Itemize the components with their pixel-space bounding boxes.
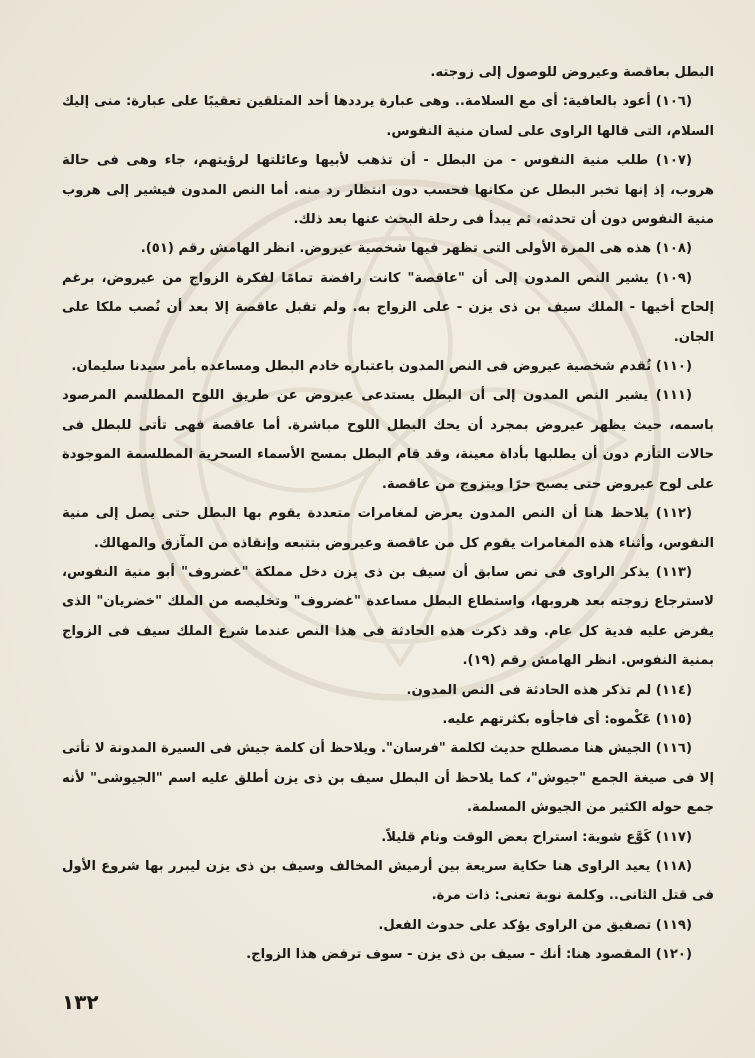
footnote-112: (١١٢) يلاحظ هنا أن النص المدون يعرض لمغامرات متعددة يقوم بها البطل حتى يصل إلى منية النفوس، وأثناء هذه المغامرات يقوم كل من عاقصة وعيروض بتتبعه وإنقاذه من المآزق والمهالك. [62, 506, 714, 551]
footnote-120: (١٢٠) المقصود هنا: أنك - سيف بن ذى يزن - سوف ترفض هذا الزواج. [246, 947, 692, 963]
footnote-110: (١١٠) تُقدم شخصية عيروض فى النص المدون باعتباره خادم البطل ومساعده بأمر سيدنا سليمان. [71, 359, 692, 375]
footnote-108: (١٠٨) هذه هى المرة الأولى التى تظهر فيها شخصية عيروض. انظر الهامش رقم (٥١). [140, 241, 692, 257]
footnote-115: (١١٥) عَكْموه: أى فاجأوه بكثرتهم عليه. [442, 711, 692, 727]
footnote-106: (١٠٦) أعود بالعافية: أى مع السلامة.. وهى عبارة يرددها أحد المتلقين تعقيبًا على عبارة: منى إليك السلام، التى قالها الراوى على لسان منية النفوس. [62, 94, 714, 139]
footnote-116: (١١٦) الجيش هنا مصطلح حديث لكلمة "فرسان". ويلاحظ أن كلمة جيش فى السيرة المدونة لا تأتى إلا فى صيغة الجمع "جيوش"، كما يلاحظ أن البطل سيف بن ذى يزن أطلق عليه اسم "الجيوشى" لأنه جمع حوله الكثير من الجيوش المسلمة. [62, 741, 714, 816]
footnote-119: (١١٩) تصفيق من الراوى يؤكد على حدوث الفعل. [378, 917, 692, 933]
page-number: ١٣٢ [62, 990, 99, 1014]
footnote-114: (١١٤) لم تذكر هذه الحادثة فى النص المدون. [406, 682, 692, 698]
paragraph-continuation: البطل بعاقصة وعيروض للوصول إلى زوجته. [430, 65, 714, 80]
footnote-107: (١٠٧) طلب منية النفوس - من البطل - أن تذهب لأبيها وعائلتها لرؤيتهم، جاء وهى فى حالة هروب، إذ إنها تخبر البطل عن مكانها فحسب دون انتظار رد منه. أما النص المدون فيشير إلى هروب منية النفوس دون أن تحدثه، ثم يبدأ فى رحلة البحث عنها بعد ذلك. [62, 153, 714, 228]
footnote-113: (١١٣) يذكر الراوى فى نص سابق أن سيف بن ذى يزن دخل مملكة "غضروف" أبو منية النفوس، لاسترجاع زوجته بعد هروبها، واستطاع البطل مساعدة "غضروف" وتخليصه من الملك "خضريان" الذى يفرض عليه فدية كل عام. وقد ذكرت هذه الحادثة فى هذا النص عندما شرع الملك سيف فى الزواج بمنية النفوس. انظر الهامش رقم (١٩). [62, 564, 714, 669]
footnote-117: (١١٧) كَوَّع شوية: استراح بعض الوقت ونام قليلاً. [381, 829, 692, 845]
footnote-118: (١١٨) يعيد الراوى هنا حكاية سريعة بين أرميش المخالف وسيف بن ذى يزن ليبرر بها شروع الأول فى قتل الثانى.. وكلمة نوبة تعنى: ذات مرة. [62, 858, 714, 904]
footnote-111: (١١١) يشير النص المدون إلى أن البطل يستدعى عيروض عن طريق اللوح المطلسم المرصود باسمه، حيث يظهر عيروض بمجرد أن يحك البطل اللوح مباشرة. أما عاقصة فهى تأتى للبطل فى حالات التأزم دون أن يطلبها بأداة معينة، وقد قام البطل بمسح الأسماء السحرية المطلسمة الموجودة على لوح عيروض حتى يصبح حرًا ويتزوج من عاقصة. [62, 388, 714, 492]
footnote-109: (١٠٩) يشير النص المدون إلى أن "عاقصة" كانت رافضة تمامًا لفكرة الزواج من عيروض، برغم إلحاح أخيها - الملك سيف بن ذى يزن - على الزواج به. ولم تقبل عاقصة إلا بعد أن نُصب ملكا على الجان. [62, 270, 714, 345]
footnotes-body [62, 58, 714, 970]
